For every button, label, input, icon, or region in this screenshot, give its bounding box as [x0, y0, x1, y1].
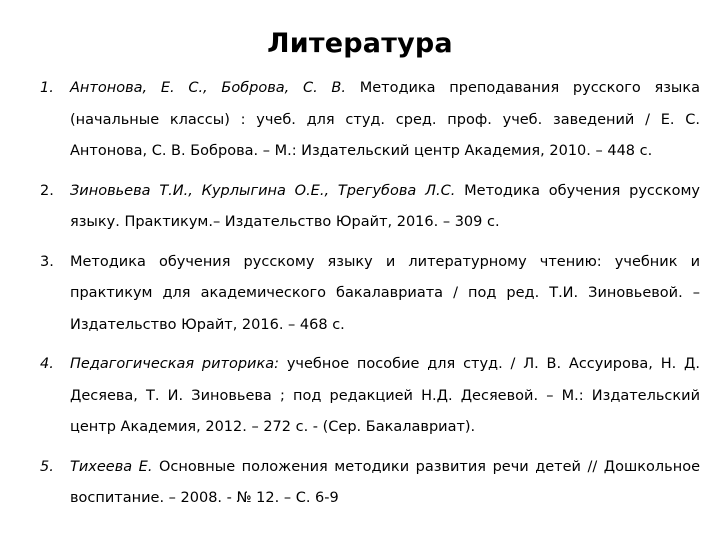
- reference-text: Методика обучения русскому языку и литературному чтению: учебник и практикум для академического бакалавриата / под ред. Т.И. Зиновьевой. – Издательство Юрайт, 2016. – 468 с.: [70, 253, 700, 333]
- reference-item: [40, 247, 700, 342]
- reference-item: [40, 73, 700, 168]
- reference-item: [40, 176, 700, 239]
- reference-text: Методика обучения русскому языку. Практикум.– Издательство Юрайт, 2016. – 309 с.: [70, 182, 701, 230]
- reference-item: [40, 452, 700, 515]
- reference-authors: Антонова, Е. С., Боброва, С. В.: [70, 80, 346, 96]
- reference-number: 1.: [40, 80, 54, 96]
- page-title: Литература: [267, 28, 453, 59]
- reference-authors: Тихеева Е.: [70, 458, 153, 475]
- reference-authors: Педагогическая риторика:: [70, 356, 280, 372]
- reference-text: Методика преподавания русского языка (начальные классы) : учеб. для студ. сред. проф. учеб. заведений / Е. С. Антонова, С. В. Боброва. – М.: Издательский центр Академия, 2010. – 448 с.: [70, 80, 700, 159]
- reference-authors: Зиновьева Т.И., Курлыгина О.Е., Трегубова Л.С.: [70, 182, 456, 199]
- reference-number: 3.: [40, 253, 54, 270]
- reference-number: 5.: [40, 458, 54, 475]
- reference-list: [40, 73, 700, 523]
- reference-number: 4.: [40, 356, 54, 372]
- reference-text: учебное пособие для студ. / Л. В. Ассуирова, Н. Д. Десяева, Т. И. Зиновьева ; под редакцией Н.Д. Десяевой. – М.: Издательский центр Академия, 2012. – 272 с. - (Сер. Бакалавриат).: [70, 356, 700, 435]
- reference-number: 2.: [40, 182, 54, 199]
- reference-text: Основные положения методики развития речи детей // Дошкольное воспитание. – 2008. - № 12. – С. 6-9: [70, 458, 700, 506]
- reference-item: [40, 349, 700, 444]
